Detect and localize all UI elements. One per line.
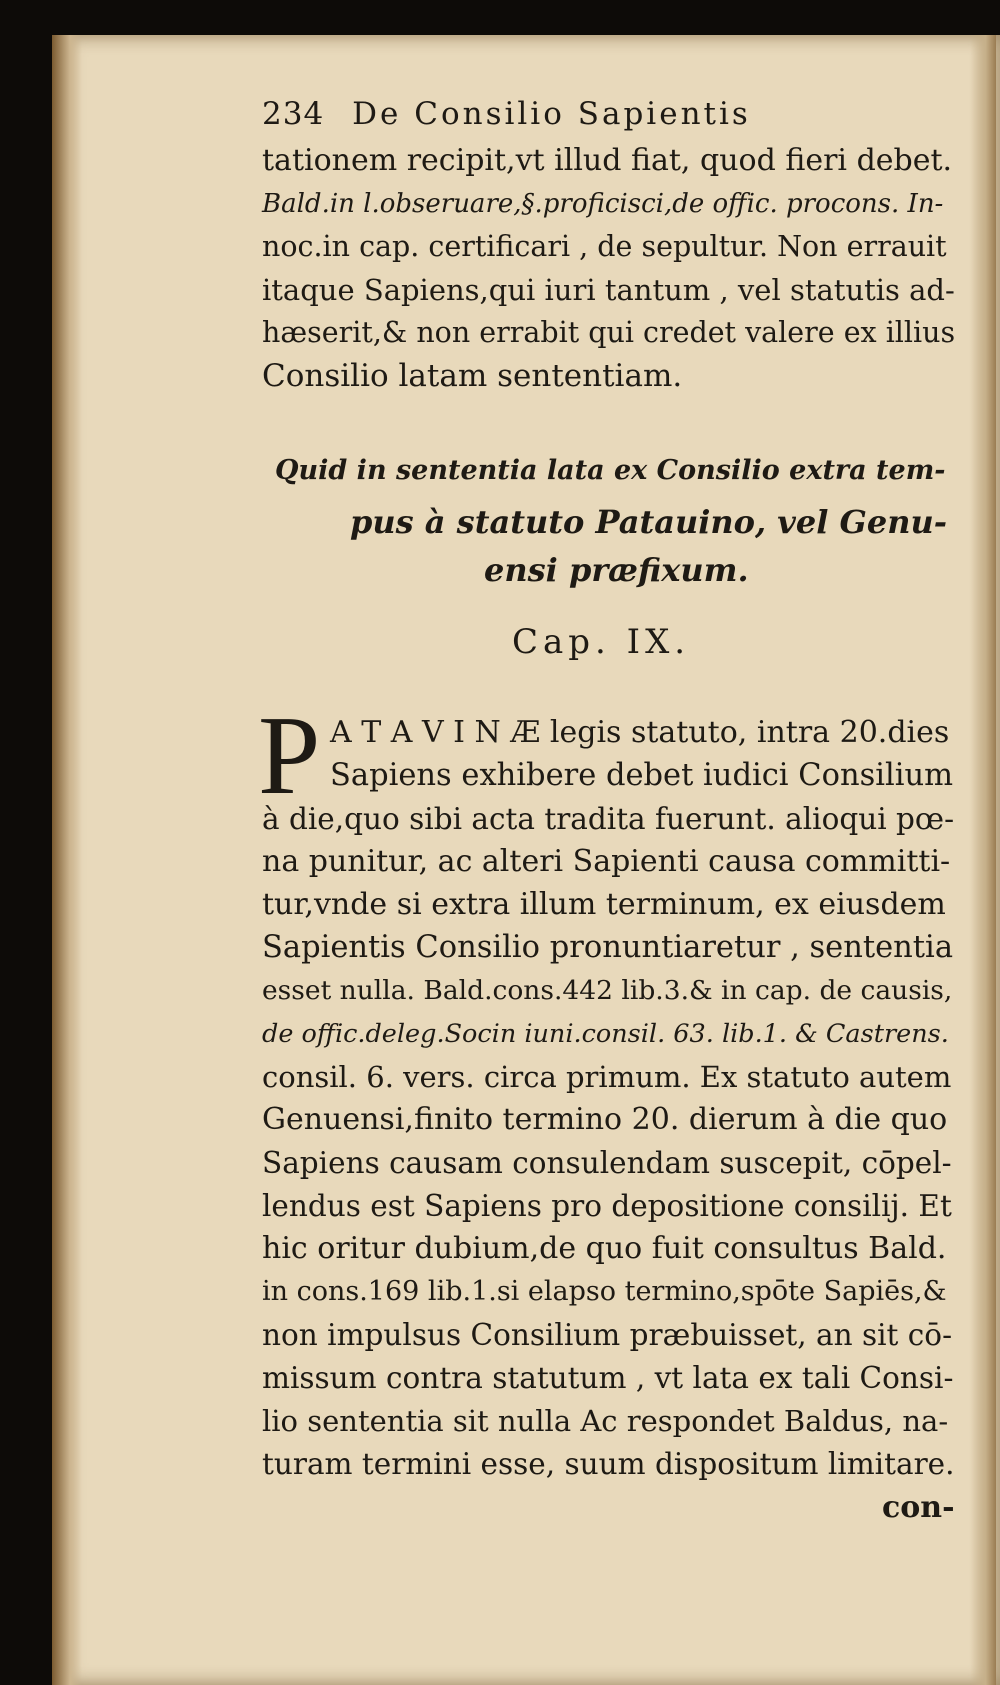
text-line: turam termini esse, suum dispositum limitare. [262, 1447, 955, 1481]
text-line: missum contra statutum , vt lata ex tali Consi- [262, 1361, 954, 1395]
drop-cap: P [258, 694, 321, 818]
text-line: Sapiens exhibere debet iudici Consilium [330, 758, 954, 793]
text-line: noc.in cap. certificari , de sepultur. Non errauit [262, 230, 947, 263]
running-title: De Consilio Sapientis [352, 96, 751, 132]
text-line: à die,quo sibi acta tradita fuerunt. alioqui pœ- [262, 802, 955, 836]
text-line: hæserit,& non errabit qui credet valere ex illius [262, 316, 956, 349]
page-edge [970, 35, 996, 1685]
text-line: Consilio latam sententiam. [262, 358, 683, 394]
text-line: non impulsus Consilium præbuisset, an sit cō- [262, 1318, 953, 1352]
text-line: tur,vnde si extra illum terminum, ex eiusdem [262, 887, 946, 922]
text-line: hic oritur dubium,de quo fuit consultus Bald. [262, 1231, 947, 1266]
text-line: na punitur, ac alteri Sapienti causa committi- [262, 844, 951, 879]
page-gutter [52, 35, 82, 1685]
text-line: Bald.in l.obseruare,§.proficisci,de offic. procons. In- [262, 189, 944, 219]
text-line: A T A V I N Æ legis statuto, intra 20.dies [330, 715, 950, 750]
chapter-heading-line: ensi præfixum. [484, 551, 749, 589]
text-line: Sapiens causam consulendam suscepit, cōpel- [262, 1146, 952, 1180]
chapter-heading-line: pus à statuto Patauino, vel Genu- [350, 503, 948, 541]
text-line: itaque Sapiens,qui iuri tantum , vel statutis ad- [262, 273, 955, 307]
text-line: consil. 6. vers. circa primum. Ex statuto autem [262, 1060, 952, 1094]
chapter-heading-line: Quid in sententia lata ex Consilio extra tem- [275, 455, 946, 486]
text-line: in cons.169 lib.1.si elapso termino,spōte Sapiēs,& [262, 1276, 947, 1307]
running-head [262, 96, 882, 146]
text-line: Sapientis Consilio pronuntiaretur , sententia [262, 930, 954, 965]
page-number: 234 [262, 96, 325, 132]
chapter-number: Cap. IX. [512, 622, 691, 662]
text-line: lio sententia sit nulla Ac respondet Baldus, na- [262, 1404, 949, 1438]
text-line: de offic.deleg.Socin iuni.consil. 63. lib.1. & Castrens. [262, 1019, 949, 1049]
catchword: con- [882, 1490, 955, 1525]
text-line: lendus est Sapiens pro depositione consilij. Et [262, 1189, 952, 1223]
text-line: tationem recipit,vt illud fiat, quod fieri debet. [262, 143, 953, 178]
text-line: Genuensi,finito termino 20. dierum à die quo [262, 1102, 948, 1137]
text-line: esset nulla. Bald.cons.442 lib.3.& in cap. de causis, [262, 975, 953, 1006]
